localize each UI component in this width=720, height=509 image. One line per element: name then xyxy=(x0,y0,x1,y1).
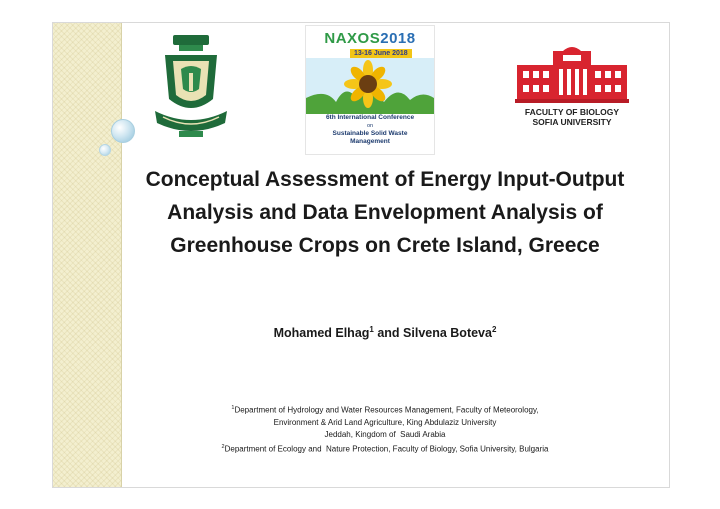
bubble-decoration-large xyxy=(111,119,135,143)
naxos-conference-logo xyxy=(305,25,435,155)
sunflower-icon xyxy=(306,58,434,114)
affiliations: $^1$Department of Hydrology and Water Resources Management, Faculty of Meteorology, Environment & Arid Land Agriculture, King Abdulaziz University Jeddah, Kingdom of Saudi Arabia $^2$Department of Ecology and Nature Protection, Faculty of Biology, Sofia University, Bulgaria xyxy=(115,402,655,455)
naxos-conference-text: 6th International Conference on Sustainable Solid Waste Management xyxy=(325,114,415,145)
presentation-title: Conceptual Assessment of Energy Input-Output Analysis and Data Envelopment Analysis of Greenhouse Crops on Crete Island, Greece xyxy=(145,168,625,257)
university-building-icon xyxy=(513,45,631,103)
sofia-logo-text: FACULTY OF BIOLOGY SOFIA UNIVERSITY xyxy=(524,107,620,127)
affiliation-1: $^1$Department of Hydrology and Water Resources Management, Faculty of Meteorology, xyxy=(231,405,539,415)
decorative-side-strip xyxy=(53,23,121,487)
naxos-logo-title: NAXOS2018 xyxy=(324,30,416,47)
affiliation-2: $^2$Department of Ecology and Nature Protection, Faculty of Biology, Sofia University, Bulgaria xyxy=(221,443,549,454)
author-line: Mohamed Elhag$^1$ and Silvena Boteva$^2$ xyxy=(273,325,497,341)
naxos-logo-dates: 13-16 June 2018 xyxy=(350,49,412,58)
kau-logo xyxy=(149,33,233,143)
slide xyxy=(52,22,670,488)
sofia-faculty-logo xyxy=(513,45,631,137)
bubble-decoration-small xyxy=(99,144,111,156)
